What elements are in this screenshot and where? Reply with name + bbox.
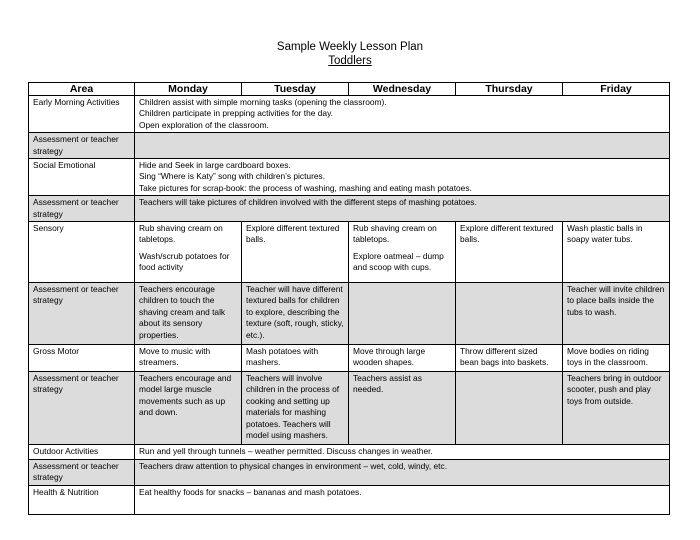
lesson-plan-table xyxy=(28,82,670,515)
table-row xyxy=(29,345,670,372)
assessment-row xyxy=(29,133,670,159)
table-row xyxy=(29,445,670,460)
header-wednesday: Wednesday xyxy=(349,83,456,96)
area-health: Health & Nutrition xyxy=(29,485,135,514)
table-row xyxy=(29,222,670,283)
assessment-cell: Teachers will take pictures of children involved with the different steps of mashing potatoes. xyxy=(135,196,670,222)
assessment-label: Assessment or teacher strategy xyxy=(29,460,135,486)
table-row xyxy=(29,485,670,514)
assessment-monday: Teachers encourage and model large muscle movements such as up and down. xyxy=(135,372,242,445)
assessment-wednesday: Teachers assist as needed. xyxy=(349,372,456,445)
table-row xyxy=(29,159,670,196)
activity-line: Wash/scrub potatoes for food activity xyxy=(139,250,230,273)
table-row xyxy=(29,96,670,133)
header-friday: Friday xyxy=(563,83,670,96)
activity-cell xyxy=(135,96,670,133)
assessment-wednesday xyxy=(349,283,456,345)
activity-line: Take pictures for scrap-book: the process of washing, mashing and eating mash potatoes. xyxy=(139,182,472,193)
activity-line: Children assist with simple morning tasks (opening the classroom). xyxy=(139,97,387,107)
page-title: Sample Weekly Lesson Plan xyxy=(276,41,424,53)
activity-line: Children participate in prepping activities for the day. xyxy=(139,108,333,119)
activity-cell xyxy=(135,159,670,196)
assessment-friday: Teachers bring in outdoor scooter, push and play toys from outside. xyxy=(563,372,670,445)
header-area: Area xyxy=(29,83,135,96)
area-social-emotional: Social Emotional xyxy=(29,159,135,196)
assessment-label: Assessment or teacher strategy xyxy=(29,133,135,159)
area-outdoor: Outdoor Activities xyxy=(29,445,135,460)
activity-line: Sing “Where is Katy” song with children’s pictures. xyxy=(139,171,326,182)
gross-motor-friday: Move bodies on riding toys in the classroom. xyxy=(563,345,670,372)
assessment-cell xyxy=(135,133,670,159)
gross-motor-tuesday: Mash potatoes with mashers. xyxy=(242,345,349,372)
activity-line: Open exploration of the classroom. xyxy=(139,119,269,130)
assessment-thursday xyxy=(456,283,563,345)
sensory-wednesday xyxy=(349,222,456,283)
area-sensory: Sensory xyxy=(29,222,135,283)
assessment-friday: Teacher will invite children to place balls inside the tubs to wash. xyxy=(563,283,670,345)
activity-line: Rub shaving cream on tabletops. xyxy=(353,223,437,245)
header-tuesday: Tuesday xyxy=(242,83,349,96)
gross-motor-monday: Move to music with streamers. xyxy=(135,345,242,372)
assessment-monday: Teachers encourage children to touch the shaving cream and talk about its sensory properties. xyxy=(135,283,242,345)
activity-cell: Eat healthy foods for snacks – bananas and mash potatoes. xyxy=(135,485,670,514)
header-row xyxy=(29,83,670,96)
sensory-monday xyxy=(135,222,242,283)
header-thursday: Thursday xyxy=(456,83,563,96)
assessment-thursday xyxy=(456,372,563,445)
sensory-friday: Wash plastic balls in soapy water tubs. xyxy=(563,222,670,283)
sensory-thursday: Explore different textured balls. xyxy=(456,222,563,283)
area-early-morning: Early Morning Activities xyxy=(29,96,135,133)
assessment-row xyxy=(29,460,670,486)
assessment-tuesday: Teachers will involve children in the process of cooking and setting up materials for mashing potatoes. Teachers will model using mashers. xyxy=(242,372,349,445)
assessment-label: Assessment or teacher strategy xyxy=(29,283,135,345)
gross-motor-wednesday: Move through large wooden shapes. xyxy=(349,345,456,372)
gross-motor-thursday: Throw different sized bean bags into baskets. xyxy=(456,345,563,372)
assessment-tuesday: Teacher will have different textured balls for children to explore, describing the texture (soft, rough, sticky, etc.). xyxy=(242,283,349,345)
assessment-row xyxy=(29,196,670,222)
assessment-cell: Teachers draw attention to physical changes in environment – wet, cold, windy, etc. xyxy=(135,460,670,486)
activity-cell: Run and yell through tunnels – weather permitted. Discuss changes in weather. xyxy=(135,445,670,460)
activity-line: Hide and Seek in large cardboard boxes. xyxy=(139,160,291,171)
assessment-row xyxy=(29,283,670,345)
assessment-label: Assessment or teacher strategy xyxy=(29,196,135,222)
header-monday: Monday xyxy=(135,83,242,96)
activity-line: Rub shaving cream on tabletops. xyxy=(139,223,223,245)
sensory-tuesday: Explore different textured balls. xyxy=(242,222,349,283)
assessment-row xyxy=(29,372,670,445)
area-gross-motor: Gross Motor xyxy=(29,345,135,372)
page-subtitle: Toddlers xyxy=(328,55,372,67)
assessment-label: Assessment or teacher strategy xyxy=(29,372,135,445)
activity-line: Explore oatmeal – dump and scoop with cups. xyxy=(353,250,444,273)
